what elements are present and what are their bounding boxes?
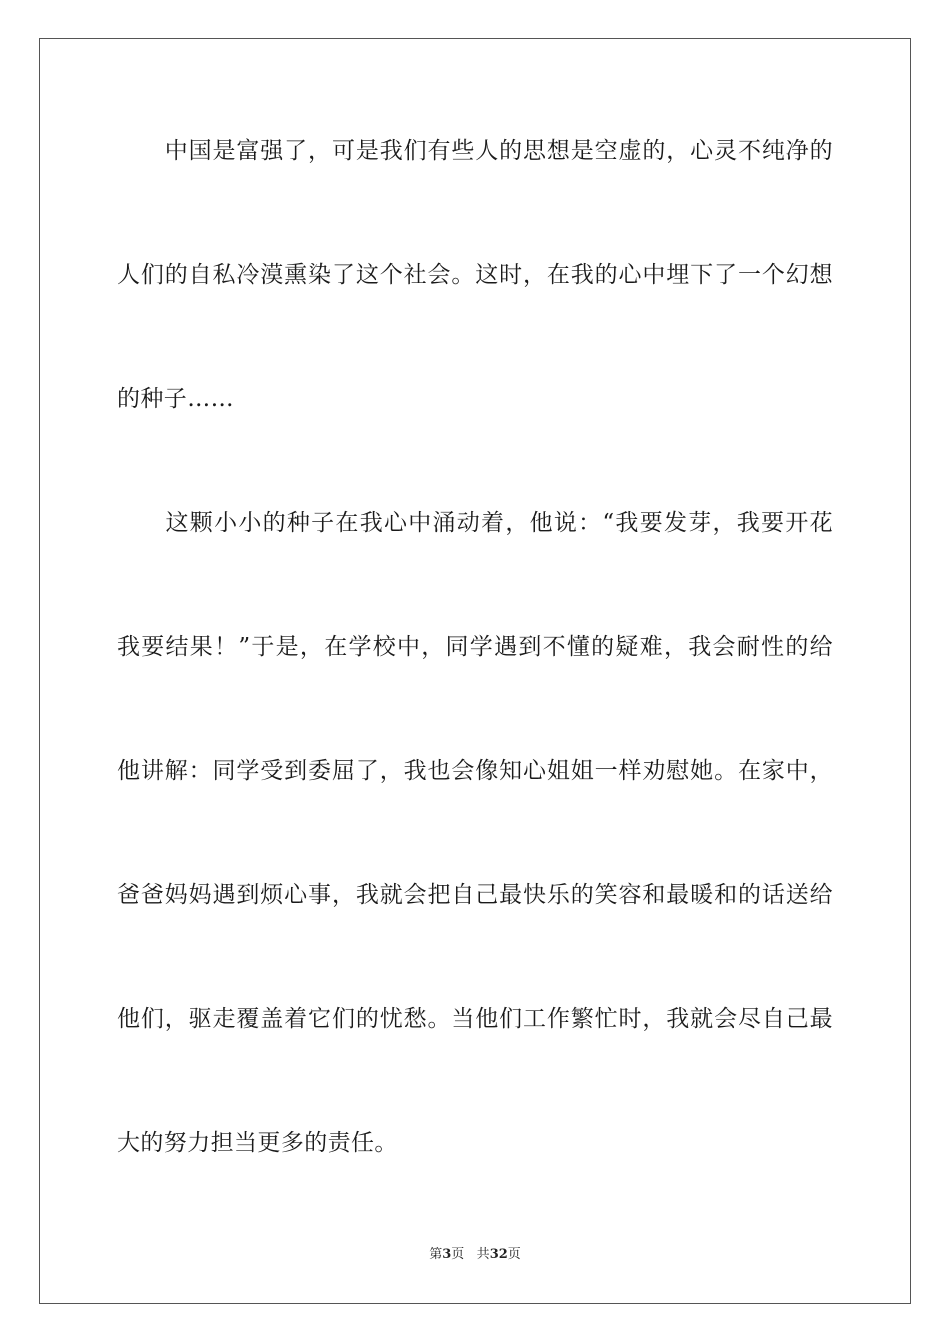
text-line-1: 中国是富强了，可是我们有些人的思想是空虚的，心灵不纯净的 — [117, 138, 833, 164]
text-line-7: 爸爸妈妈遇到烦心事，我就会把自己最快乐的笑容和最暖和的话送给 — [117, 882, 833, 908]
total-label-prefix: 共 — [476, 1247, 490, 1262]
text-line-5: 我要结果！”于是，在学校中，同学遇到不懂的疑难，我会耐性的给 — [117, 634, 833, 660]
page-border — [39, 38, 911, 1304]
text-line-9: 大的努力担当更多的责任。 — [117, 1130, 398, 1156]
text-line-3: 的种子…… — [117, 386, 234, 412]
text-line-4: 这颗小小的种子在我心中涌动着，他说：“我要发芽，我要开花 — [117, 510, 833, 536]
total-pages: 32 — [489, 1247, 508, 1262]
text-line-6: 他讲解：同学受到委屈了，我也会像知心姐姐一样劝慰她。在家中， — [117, 758, 833, 784]
text-line-2: 人们的自私冷漠熏染了这个社会。这时，在我的心中埋下了一个幻想 — [117, 262, 833, 288]
text-line-8: 他们，驱走覆盖着它们的忧愁。当他们工作繁忙时，我就会尽自己最 — [117, 1006, 833, 1032]
total-label-suffix: 页 — [507, 1247, 521, 1262]
page-label-suffix: 页 — [451, 1247, 465, 1262]
page-number: 3 — [442, 1247, 452, 1262]
page-footer — [0, 1246, 950, 1264]
page-label-prefix: 第 — [429, 1247, 443, 1262]
